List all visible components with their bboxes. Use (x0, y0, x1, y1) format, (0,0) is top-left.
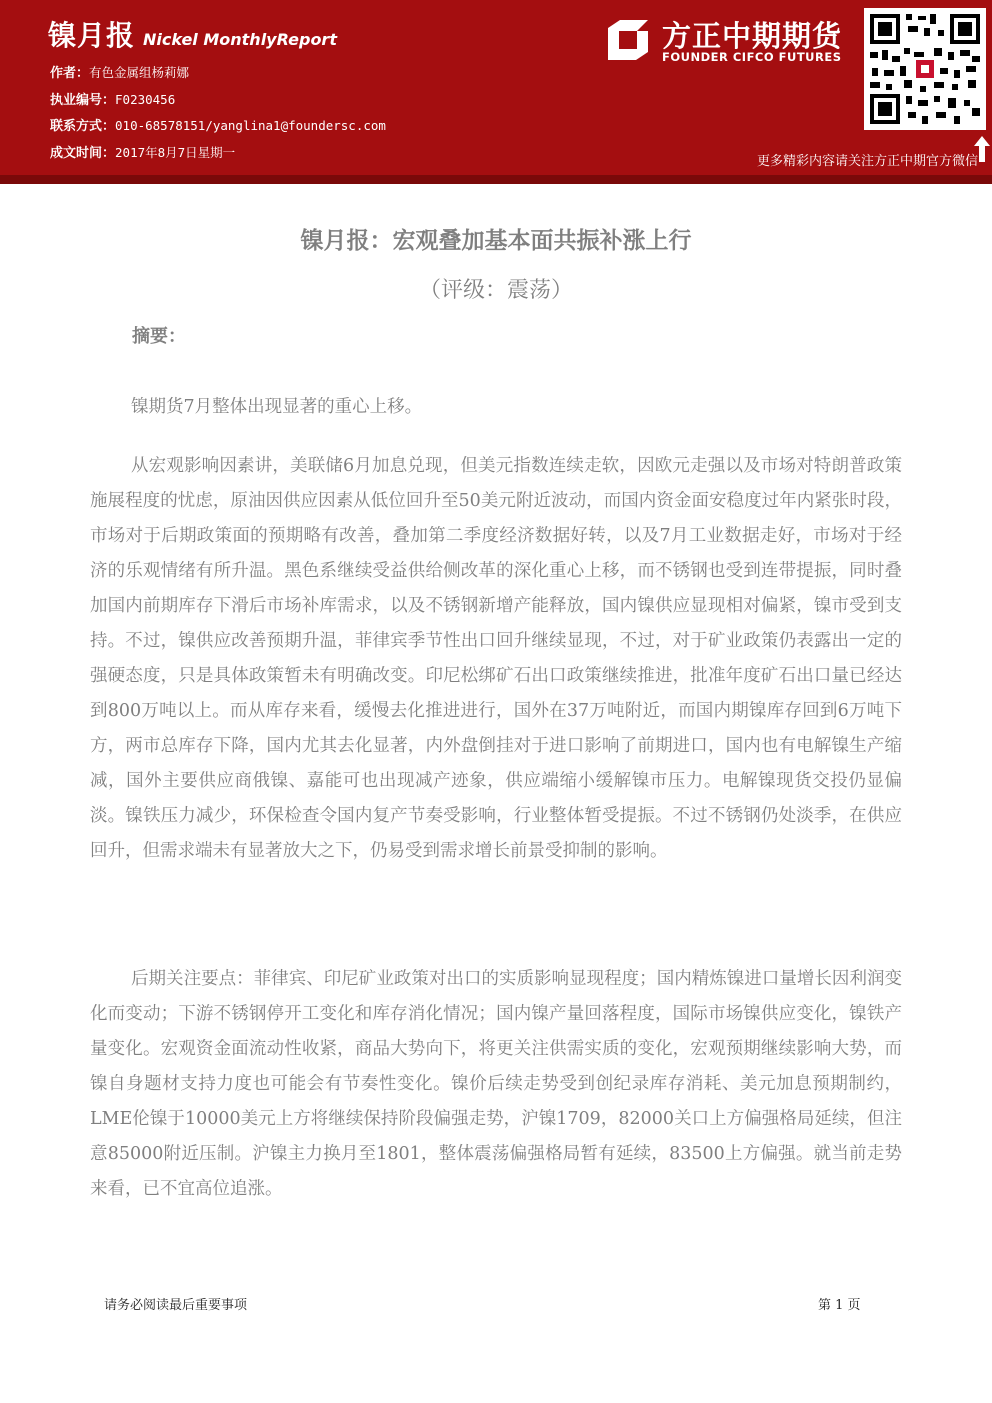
founder-logo-icon (604, 16, 652, 64)
meta-date: 成文时间：2017年8月7日星期一 (50, 144, 236, 161)
logo-text-en: FOUNDER CIFCO FUTURES (662, 50, 842, 64)
report-name-cn: 镍月报 (48, 19, 136, 52)
page-number: 第 1 页 (818, 1298, 861, 1313)
page-title: 镍月报：宏观叠加基本面共振补涨上行 (300, 228, 692, 254)
author-meta (50, 60, 386, 166)
meta-contact: 联系方式：010-68578151/yanglina1@foundersc.com (50, 118, 386, 134)
report-brand (48, 14, 337, 54)
rating: （评级：震荡） (418, 278, 573, 303)
logo-text-cn: 方正中期期货 (662, 19, 843, 53)
paragraph-outlook: 后期关注要点：菲律宾、印尼矿业政策对出口的实质影响显现程度；国内精炼镍进口量增长因利润变化而变动；下游不锈钢停开工变化和库存消化情况；国内镍产量回落程度，国际市场镍供应变化，镍铁产量变化。宏观资金面流动性收紧，商品大势向下，将更关注供需实质的变化，宏观预期继续影响大势，而镍自身题材支持力度也可能会有节奏性变化。镍价后续走势受到创纪录库存消耗、美元加息预期制约，LME伦镍于10000美元上方将继续保持阶段偏强走势，沪镍1709，82000关口上方偏强格局延续，但注意85000附近压制。沪镍主力换月至1801，整体震荡偏强格局暂有延续，83500上方偏强。就当前走势来看，已不宜高位追涨。 (90, 969, 902, 1199)
header-bottom-band (0, 175, 992, 184)
report-name-en: Nickel MonthlyReport (143, 30, 337, 49)
footer-notice: 请务必阅读最后重要事项 (104, 1298, 248, 1313)
meta-author: 作者：有色金属组杨莉娜 (50, 65, 190, 81)
meta-license: 执业编号：F0230456 (50, 91, 176, 108)
paragraph-macro-analysis: 从宏观影响因素讲，美联储6月加息兑现，但美元指数连续走软，因欧元走强以及市场对特朗普政策施展程度的忧虑，原油因供应因素从低位回升至50美元附近波动，而国内资金面安稳度过年内紧张时段，市场对于后期政策面的预期略有改善，叠加第二季度经济数据好转，以及7月工业数据走好，市场对于经济的乐观情绪有所升温。黑色系继续受益供给侧改革的深化重心上移，而不锈钢也受到连带提振，同时叠加国内前期库存下滑后市场补库需求，以及不锈钢新增产能释放，国内镍供应显现相对偏紧，镍市受到支持。不过，镍供应改善预期升温，菲律宾季节性出口回升继续显现，不过，对于矿业政策仍表露出一定的强硬态度，只是具体政策暂未有明确改变。印尼松绑矿石出口政策继续推进，批准年度矿石出口量已经达到800万吨以上。而从库存来看，缓慢去化推进进行，国外在37万吨附近，而国内期镍库存回到6万吨下方，两市总库存下降，国内尤其去化显著，内外盘倒挂对于进口影响了前期进口，国内也有电解镍生产缩减，国外主要供应商俄镍、嘉能可也出现减产迹象，供应端缩小缓解镍市压力。电解镍现货交投仍显偏淡。镍铁压力减少，环保检查令国内复产节奏受影响，行业整体暂受提振。不过不锈钢仍处淡季，在供应回升，但需求端未有显著放大之下，仍易受到需求增长前景受抑制的影响。 (90, 456, 902, 861)
company-logo (604, 14, 854, 74)
qr-code-icon (864, 8, 986, 130)
abstract-label: 摘要： (132, 326, 186, 347)
up-arrow-icon (974, 136, 990, 162)
wechat-follow-note: 更多精彩内容请关注方正中期官方微信 (756, 154, 978, 169)
paragraph-summary: 镍期货7月整体出现显著的重心上移。 (131, 397, 423, 417)
